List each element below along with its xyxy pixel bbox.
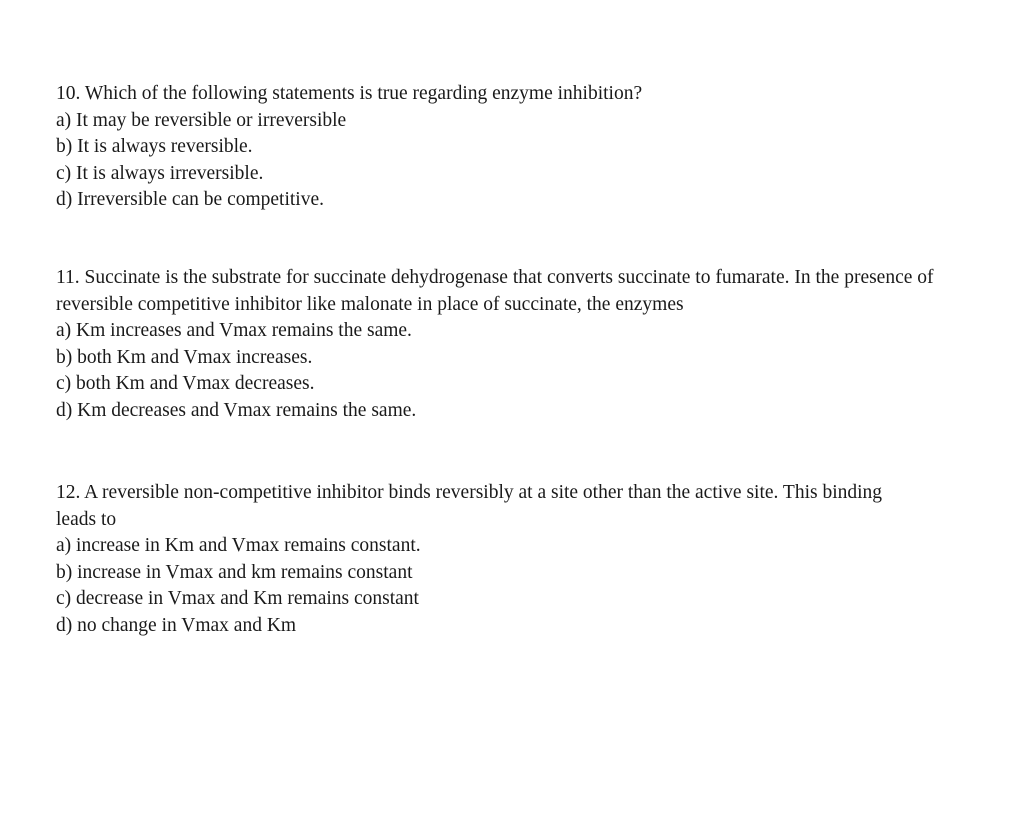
option-b: b) increase in Vmax and km remains constant <box>56 561 413 583</box>
option-c: c) both Km and Vmax decreases. <box>56 373 315 395</box>
option-c: c) It is always irreversible. <box>56 162 264 184</box>
option-d: d) Irreversible can be competitive. <box>56 189 325 211</box>
option-b: b) both Km and Vmax increases. <box>56 346 313 368</box>
option-b: b) It is always reversible. <box>56 136 253 158</box>
option-a: a) It may be reversible or irreversible <box>56 109 347 131</box>
option-c: c) decrease in Vmax and Km remains constant <box>56 588 419 610</box>
question-stem: 11. Succinate is the substrate for succinate dehydrogenase that converts succinate to fumarate. In the presence of reversible competitive inhibitor like malonate in place of succinate, the enzymes <box>56 267 934 315</box>
question-stem: 12. A reversible non-competitive inhibitor binds reversibly at a site other than the active site. This binding leads to <box>56 482 883 530</box>
option-d: d) Km decreases and Vmax remains the same. <box>56 399 417 421</box>
question-11 <box>56 265 956 425</box>
option-a: a) Km increases and Vmax remains the same. <box>56 320 412 342</box>
question-12 <box>56 480 956 640</box>
option-a: a) increase in Km and Vmax remains constant. <box>56 535 421 557</box>
question-10 <box>56 81 956 214</box>
option-d: d) no change in Vmax and Km <box>56 614 297 636</box>
question-stem: 10. Which of the following statements is true regarding enzyme inhibition? <box>56 83 643 104</box>
